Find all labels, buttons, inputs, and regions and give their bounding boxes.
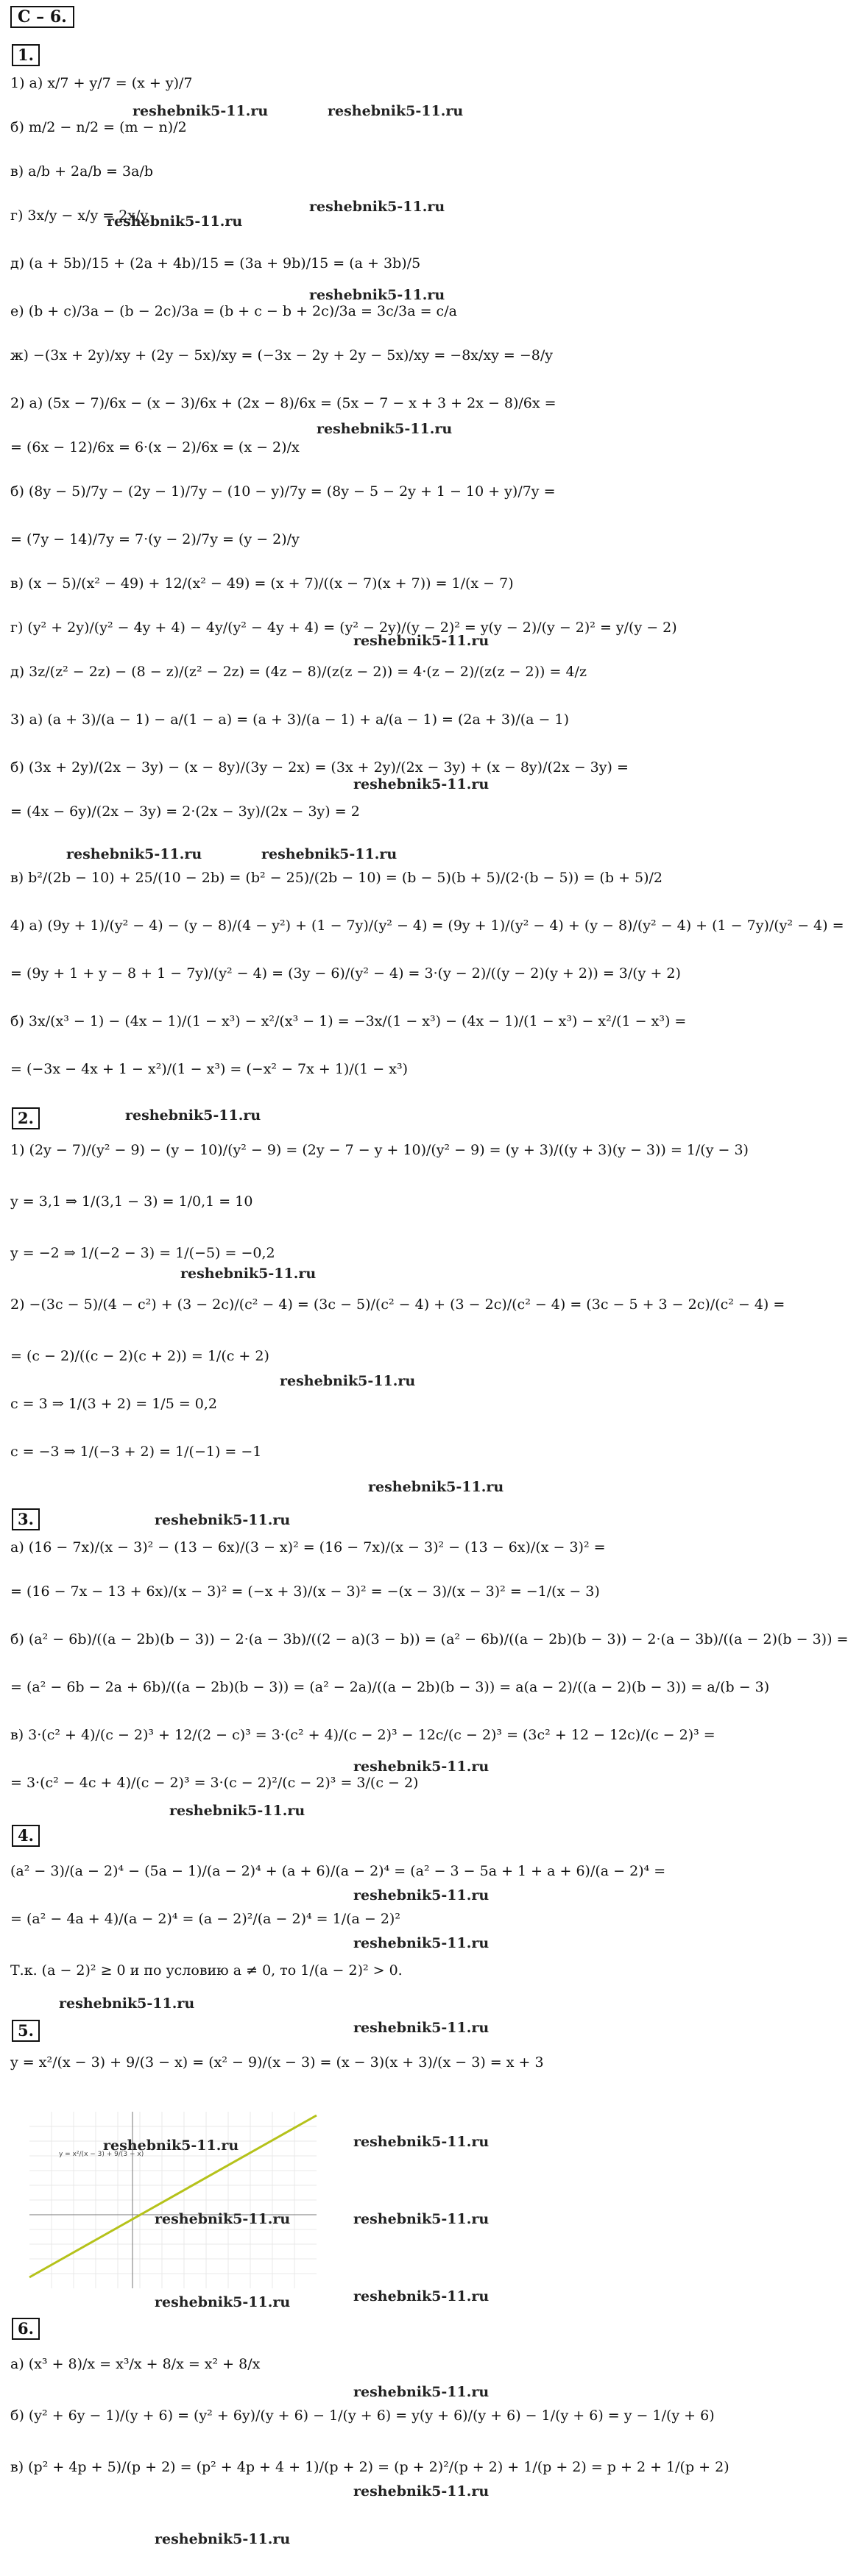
watermark: reshebnik5-11.ru bbox=[317, 421, 453, 437]
section-number-5: 5. bbox=[12, 2020, 40, 2042]
solution-line: 2) −(3c − 5)/(4 − c²) + (3 − 2c)/(c² − 4) = (3c − 5)/(c² − 4) + (3 − 2c)/(c² − 4) = (3c − 5 + 3 − 2c)/(c² − 4) = bbox=[10, 1296, 785, 1313]
watermark: reshebnik5-11.ru bbox=[169, 1803, 305, 1819]
watermark: reshebnik5-11.ru bbox=[125, 1107, 261, 1124]
solution-line: = (a² − 4a + 4)/(a − 2)⁴ = (a − 2)²/(a − 2)⁴ = 1/(a − 2)² bbox=[10, 1911, 400, 1927]
solution-line: б) (y² + 6y − 1)/(y + 6) = (y² + 6y)/(y + 6) − 1/(y + 6) = y(y + 6)/(y + 6) − 1/(y + 6) = y − 1/(y + 6) bbox=[10, 2408, 715, 2424]
solution-line: б) (8y − 5)/7y − (2y − 1)/7y − (10 − y)/7y = (8y − 5 − 2y + 1 − 10 + y)/7y = bbox=[10, 483, 556, 500]
solution-line: = (9y + 1 + y − 8 + 1 − 7y)/(y² − 4) = (3y − 6)/(y² − 4) = 3·(y − 2)/((y − 2)(y + 2)) = 3/(y + 2) bbox=[10, 965, 681, 982]
solution-line: c = −3 ⇒ 1/(−3 + 2) = 1/(−1) = −1 bbox=[10, 1444, 262, 1460]
solution-line: г) (y² + 2y)/(y² − 4y + 4) − 4y/(y² − 4y + 4) = (y² − 2y)/(y − 2)² = y(y − 2)/(y − 2)² = y/(y − 2) bbox=[10, 620, 677, 636]
watermark: reshebnik5-11.ru bbox=[66, 846, 202, 862]
page-header: С – 6. bbox=[10, 6, 74, 28]
solution-line: д) 3z/(z² − 2z) − (8 − z)/(z² − 2z) = (4z − 8)/(z(z − 2)) = 4·(z − 2)/(z(z − 2)) = 4/z bbox=[10, 664, 587, 680]
solution-line: c = 3 ⇒ 1/(3 + 2) = 1/5 = 0,2 bbox=[10, 1396, 218, 1412]
solution-line: в) (x − 5)/(x² − 49) + 12/(x² − 49) = (x + 7)/((x − 7)(x + 7)) = 1/(x − 7) bbox=[10, 575, 514, 592]
solution-line: = (4x − 6y)/(2x − 3y) = 2·(2x − 3y)/(2x − 3y) = 2 bbox=[10, 803, 360, 820]
watermark: reshebnik5-11.ru bbox=[353, 1887, 490, 1903]
solution-line: = (6x − 12)/6x = 6·(x − 2)/6x = (x − 2)/x bbox=[10, 439, 300, 455]
watermark: reshebnik5-11.ru bbox=[309, 287, 445, 303]
section-number-1: 1. bbox=[12, 44, 40, 66]
watermark: reshebnik5-11.ru bbox=[155, 2294, 291, 2310]
watermark: reshebnik5-11.ru bbox=[353, 776, 490, 792]
solution-line: а) (x³ + 8)/x = x³/x + 8/x = x² + 8/x bbox=[10, 2356, 261, 2372]
solution-line: б) m/2 − n/2 = (m − n)/2 bbox=[10, 119, 187, 135]
solution-line: = (16 − 7x − 13 + 6x)/(x − 3)² = (−x + 3)/(x − 3)² = −(x − 3)/(x − 3)² = −1/(x − 3) bbox=[10, 1583, 600, 1600]
solution-line: г) 3x/y − x/y = 2x/y bbox=[10, 207, 149, 224]
watermark: reshebnik5-11.ru bbox=[368, 1479, 504, 1495]
watermark: reshebnik5-11.ru bbox=[309, 199, 445, 215]
watermark: reshebnik5-11.ru bbox=[353, 1759, 490, 1775]
solution-line: б) (a² − 6b)/((a − 2b)(b − 3)) − 2·(a − 3b)/((2 − a)(3 − b)) = (a² − 6b)/((a − 2b)(b − 3)) − 2·(a − 3b)/((a − 2)(b − 3)) = bbox=[10, 1631, 848, 1647]
watermark: reshebnik5-11.ru bbox=[353, 2288, 490, 2304]
graph-label: y = x²/(x − 3) + 9/(3 − x) bbox=[59, 2151, 144, 2158]
watermark: reshebnik5-11.ru bbox=[353, 2384, 490, 2400]
solution-line: ж) −(3x + 2y)/xy + (2y − 5x)/xy = (−3x − 2y + 2y − 5x)/xy = −8x/xy = −8/y bbox=[10, 347, 554, 363]
section-number-3: 3. bbox=[12, 1508, 40, 1530]
watermark: reshebnik5-11.ru bbox=[280, 1373, 416, 1389]
watermark: reshebnik5-11.ru bbox=[155, 2211, 291, 2227]
solution-line: = (a² − 6b − 2a + 6b)/((a − 2b)(b − 3)) = (a² − 2a)/((a − 2b)(b − 3)) = a(a − 2)/((a − 2)(b − 3)) = a/(b − 3) bbox=[10, 1679, 770, 1695]
section-number-2: 2. bbox=[12, 1107, 40, 1129]
solution-line: (a² − 3)/(a − 2)⁴ − (5a − 1)/(a − 2)⁴ + (a + 6)/(a − 2)⁴ = (a² − 3 − 5a + 1 + a + 6)/(a − 2)⁴ = bbox=[10, 1863, 666, 1879]
solution-line: в) 3·(c² + 4)/(c − 2)³ + 12/(2 − c)³ = 3·(c² + 4)/(c − 2)³ − 12c/(c − 2)³ = (3c² + 12 − 12c)/(c − 2)³ = bbox=[10, 1727, 716, 1743]
watermark: reshebnik5-11.ru bbox=[353, 1935, 490, 1951]
solution-line: в) a/b + 2a/b = 3a/b bbox=[10, 163, 153, 180]
watermark: reshebnik5-11.ru bbox=[132, 103, 269, 119]
watermark: reshebnik5-11.ru bbox=[353, 2483, 490, 2499]
solution-line: 2) а) (5x − 7)/6x − (x − 3)/6x + (2x − 8)/6x = (5x − 7 − x + 3 + 2x − 8)/6x = bbox=[10, 395, 556, 411]
watermark: reshebnik5-11.ru bbox=[155, 2531, 291, 2547]
watermark: reshebnik5-11.ru bbox=[59, 1995, 195, 2012]
solution-line: б) (3x + 2y)/(2x − 3y) − (x − 8y)/(3y − 2x) = (3x + 2y)/(2x − 3y) + (x − 8y)/(2x − 3y) = bbox=[10, 759, 629, 776]
solution-line: 3) а) (a + 3)/(a − 1) − a/(1 − a) = (a + 3)/(a − 1) + a/(a − 1) = (2a + 3)/(a − 1) bbox=[10, 712, 569, 728]
watermark: reshebnik5-11.ru bbox=[180, 1266, 317, 1282]
watermark: reshebnik5-11.ru bbox=[353, 2211, 490, 2227]
solution-line: д) (a + 5b)/15 + (2a + 4b)/15 = (3a + 9b)/15 = (a + 3b)/5 bbox=[10, 255, 421, 272]
section-number-6: 6. bbox=[12, 2318, 40, 2340]
watermark: reshebnik5-11.ru bbox=[353, 2134, 490, 2150]
watermark: reshebnik5-11.ru bbox=[353, 633, 490, 649]
watermark: reshebnik5-11.ru bbox=[353, 2020, 490, 2036]
solution-line: в) b²/(2b − 10) + 25/(10 − 2b) = (b² − 25)/(2b − 10) = (b − 5)(b + 5)/(2·(b − 5)) = (b + 5)/2 bbox=[10, 870, 662, 886]
solution-line: 1) а) x/7 + y/7 = (x + y)/7 bbox=[10, 75, 193, 91]
section-number-4: 4. bbox=[12, 1825, 40, 1847]
solution-line: Т.к. (a − 2)² ≥ 0 и по условию a ≠ 0, то 1/(a − 2)² > 0. bbox=[10, 1962, 403, 1979]
solution-line: = 3·(c² − 4c + 4)/(c − 2)³ = 3·(c − 2)²/(c − 2)³ = 3/(c − 2) bbox=[10, 1775, 419, 1791]
solution-line: = (7y − 14)/7y = 7·(y − 2)/7y = (y − 2)/y bbox=[10, 531, 300, 547]
solution-line: = (c − 2)/((c − 2)(c + 2)) = 1/(c + 2) bbox=[10, 1348, 269, 1364]
watermark: reshebnik5-11.ru bbox=[155, 1512, 291, 1528]
solution-line: а) (16 − 7x)/(x − 3)² − (13 − 6x)/(3 − x)² = (16 − 7x)/(x − 3)² − (13 − 6x)/(x − 3)² = bbox=[10, 1539, 606, 1555]
watermark: reshebnik5-11.ru bbox=[107, 213, 243, 230]
solution-line: y = 3,1 ⇒ 1/(3,1 − 3) = 1/0,1 = 10 bbox=[10, 1193, 253, 1210]
solution-line: б) 3x/(x³ − 1) − (4x − 1)/(1 − x³) − x²/(x³ − 1) = −3x/(1 − x³) − (4x − 1)/(1 − x³) − x²/(1 − x³) = bbox=[10, 1013, 687, 1029]
solution-line: 1) (2y − 7)/(y² − 9) − (y − 10)/(y² − 9) = (2y − 7 − y + 10)/(y² − 9) = (y + 3)/((y + 3)(y − 3)) = 1/(y − 3) bbox=[10, 1142, 749, 1158]
solution-line: в) (p² + 4p + 5)/(p + 2) = (p² + 4p + 4 + 1)/(p + 2) = (p + 2)²/(p + 2) + 1/(p + 2) = p + 2 + 1/(p + 2) bbox=[10, 2459, 729, 2475]
solution-line: y = −2 ⇒ 1/(−2 − 3) = 1/(−5) = −0,2 bbox=[10, 1245, 275, 1261]
solution-line: = (−3x − 4x + 1 − x²)/(1 − x³) = (−x² − 7x + 1)/(1 − x³) bbox=[10, 1061, 408, 1077]
solution-line: y = x²/(x − 3) + 9/(3 − x) = (x² − 9)/(x − 3) = (x − 3)(x + 3)/(x − 3) = x + 3 bbox=[10, 2054, 544, 2071]
solution-line: 4) а) (9y + 1)/(y² − 4) − (y − 8)/(4 − y²) + (1 − 7y)/(y² − 4) = (9y + 1)/(y² − 4) + (y − 8)/(y² − 4) + (1 − 7y)/(y² − 4) = bbox=[10, 918, 844, 934]
solution-line: е) (b + c)/3a − (b − 2c)/3a = (b + c − b + 2c)/3a = 3c/3a = c/a bbox=[10, 303, 457, 319]
watermark: reshebnik5-11.ru bbox=[103, 2137, 239, 2154]
watermark: reshebnik5-11.ru bbox=[261, 846, 398, 862]
watermark: reshebnik5-11.ru bbox=[328, 103, 464, 119]
